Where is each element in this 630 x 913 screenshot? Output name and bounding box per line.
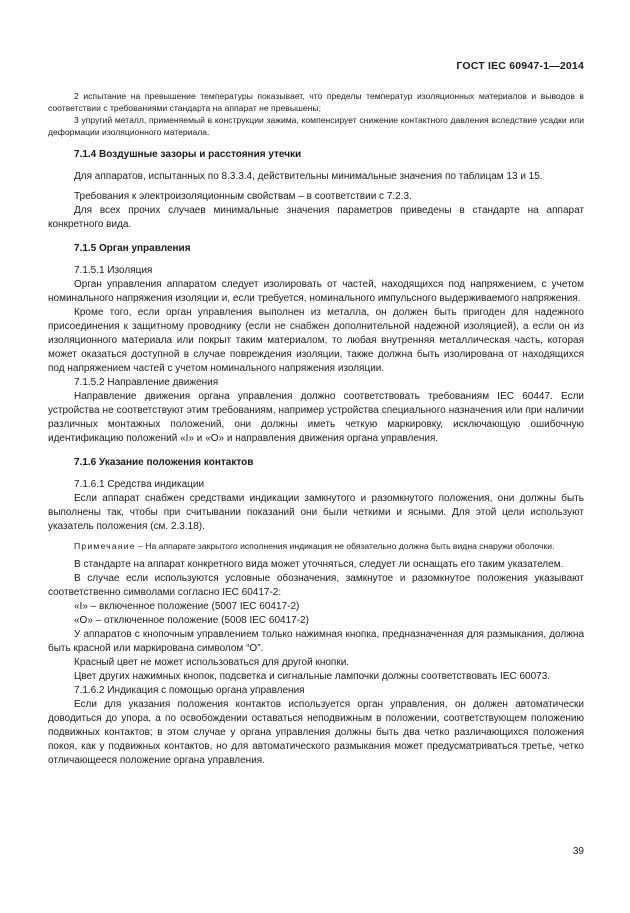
paragraph: Цвет других нажимных кнопок, подсветка и сигнальные лампочки должны соответствовать IEC 60073.: [74, 671, 551, 682]
section-heading-7-1-4: 7.1.4 Воздушные зазоры и расстояния утечки: [74, 149, 302, 160]
paragraph: Кроме того, если орган управления выполнен из металла, он должен быть пригоден для надежного присоединения к защитному проводнику (если не снабжен дополнительной надежной изоляцией), а если он из изоляционного материала или покрыт таким материалом, то любая внутренняя металлическая часть, которая может оказаться доступной в случае повреждения изоляции, также должна быть изолирована от находящихся под напряжением частей с учетом номинального напряжения изоляции.: [48, 307, 584, 374]
subsection-heading-7-1-6-1: 7.1.6.1 Средства индикации: [74, 479, 205, 490]
paragraph: В случае если используются условные обозначения, замкнутое и разомкнутое положения указывают соответственно символами согласно IEC 60417-2:: [48, 573, 584, 598]
paragraph: Орган управления аппаратом следует изолировать от частей, находящихся под напряжением, с учетом номинального напряжения изоляции и, если требуется, номинального импульсного выдерживаемого напряжения.: [48, 279, 584, 304]
paragraph: В стандарте на аппарат конкретного вида может уточняться, следует ли оснащать его таким указателем.: [74, 559, 564, 570]
paragraph: Для всех прочих случаев минимальные значения параметров приведены в стандарте на аппарат конкретного вида.: [48, 205, 584, 230]
paragraph: Для аппаратов, испытанных по 8.3.3.4, действительны минимальные значения по таблицам 13 и 15.: [74, 171, 543, 182]
note-label: Примечание: [74, 541, 136, 551]
page-content: [48, 90, 584, 768]
page-number: 39: [572, 846, 584, 857]
symbol-off-line: «O» – отключенное положение (5008 IEC 60417-2): [74, 615, 309, 626]
paragraph: Если для указания положения контактов используется орган управления, он должен автоматически доводиться до упора, а по освобождении оставаться неподвижным в положении, соответствующем положению подвижных контактов; в этом случае у органа управления должны быть два четко различающихся положения покоя, как у подвижных контактов, но для автоматического размыкания может предусматриваться третье, четко отличающееся положение органа управления.: [48, 699, 584, 766]
subsection-heading-7-1-5-1: 7.1.5.1 Изоляция: [74, 265, 153, 276]
note-text: – На аппарате закрытого исполнения индикация не обязательно должна быть видна снаружи оболочки.: [135, 541, 555, 551]
paragraph: Если аппарат снабжен средствами индикации замкнутого и разомкнутого положения, они должны быть выполнены так, чтобы при считывании показаний они были четкими и ясными. Для этой цели используют указатель положения (см. 2.3.18).: [48, 493, 584, 532]
document-page: [48, 0, 584, 913]
standard-header: ГОСТ IEC 60947-1—2014: [456, 60, 584, 72]
subsection-heading-7-1-5-2: 7.1.5.2 Направление движения: [74, 377, 219, 388]
note-item-3: 3 упругий металл, применяемый в конструкции зажима, компенсирует снижение контактного давления вследствие усадки или деформации изоляционного материала.: [48, 115, 584, 137]
symbol-on-line: «I» – включенное положение (5007 IEC 60417-2): [74, 601, 300, 612]
subsection-heading-7-1-6-2: 7.1.6.2 Индикация с помощью органа управления: [74, 685, 305, 696]
paragraph: Требования к электроизоляционным свойствам – в соответствии с 7.2.3.: [74, 191, 412, 202]
paragraph: У аппаратов с кнопочным управлением только нажимная кнопка, предназначенная для размыкания, должна быть красной или маркирована символом “O”.: [48, 629, 584, 654]
note: [48, 540, 584, 552]
paragraph: Направление движения органа управления должно соответствовать требованиям IEC 60447. Если устройства не соответствуют этим требованиям, например устройства специального назначения или при наличии различных монтажных положений, они должны иметь четкую маркировку, исключающую ошибочную идентификацию положений «I» и «O» и направления движения органа управления.: [48, 391, 584, 444]
section-heading-7-1-5: 7.1.5 Орган управления: [74, 243, 191, 254]
section-heading-7-1-6: 7.1.6 Указание положения контактов: [74, 457, 254, 468]
note-item-2: 2 испытание на превышение температуры показывает, что пределы температур изоляционных материалов и выводов в соответствии с требованиями стандарта на аппарат не превышены;: [48, 91, 584, 113]
paragraph: Красный цвет не может использоваться для другой кнопки.: [74, 657, 350, 668]
